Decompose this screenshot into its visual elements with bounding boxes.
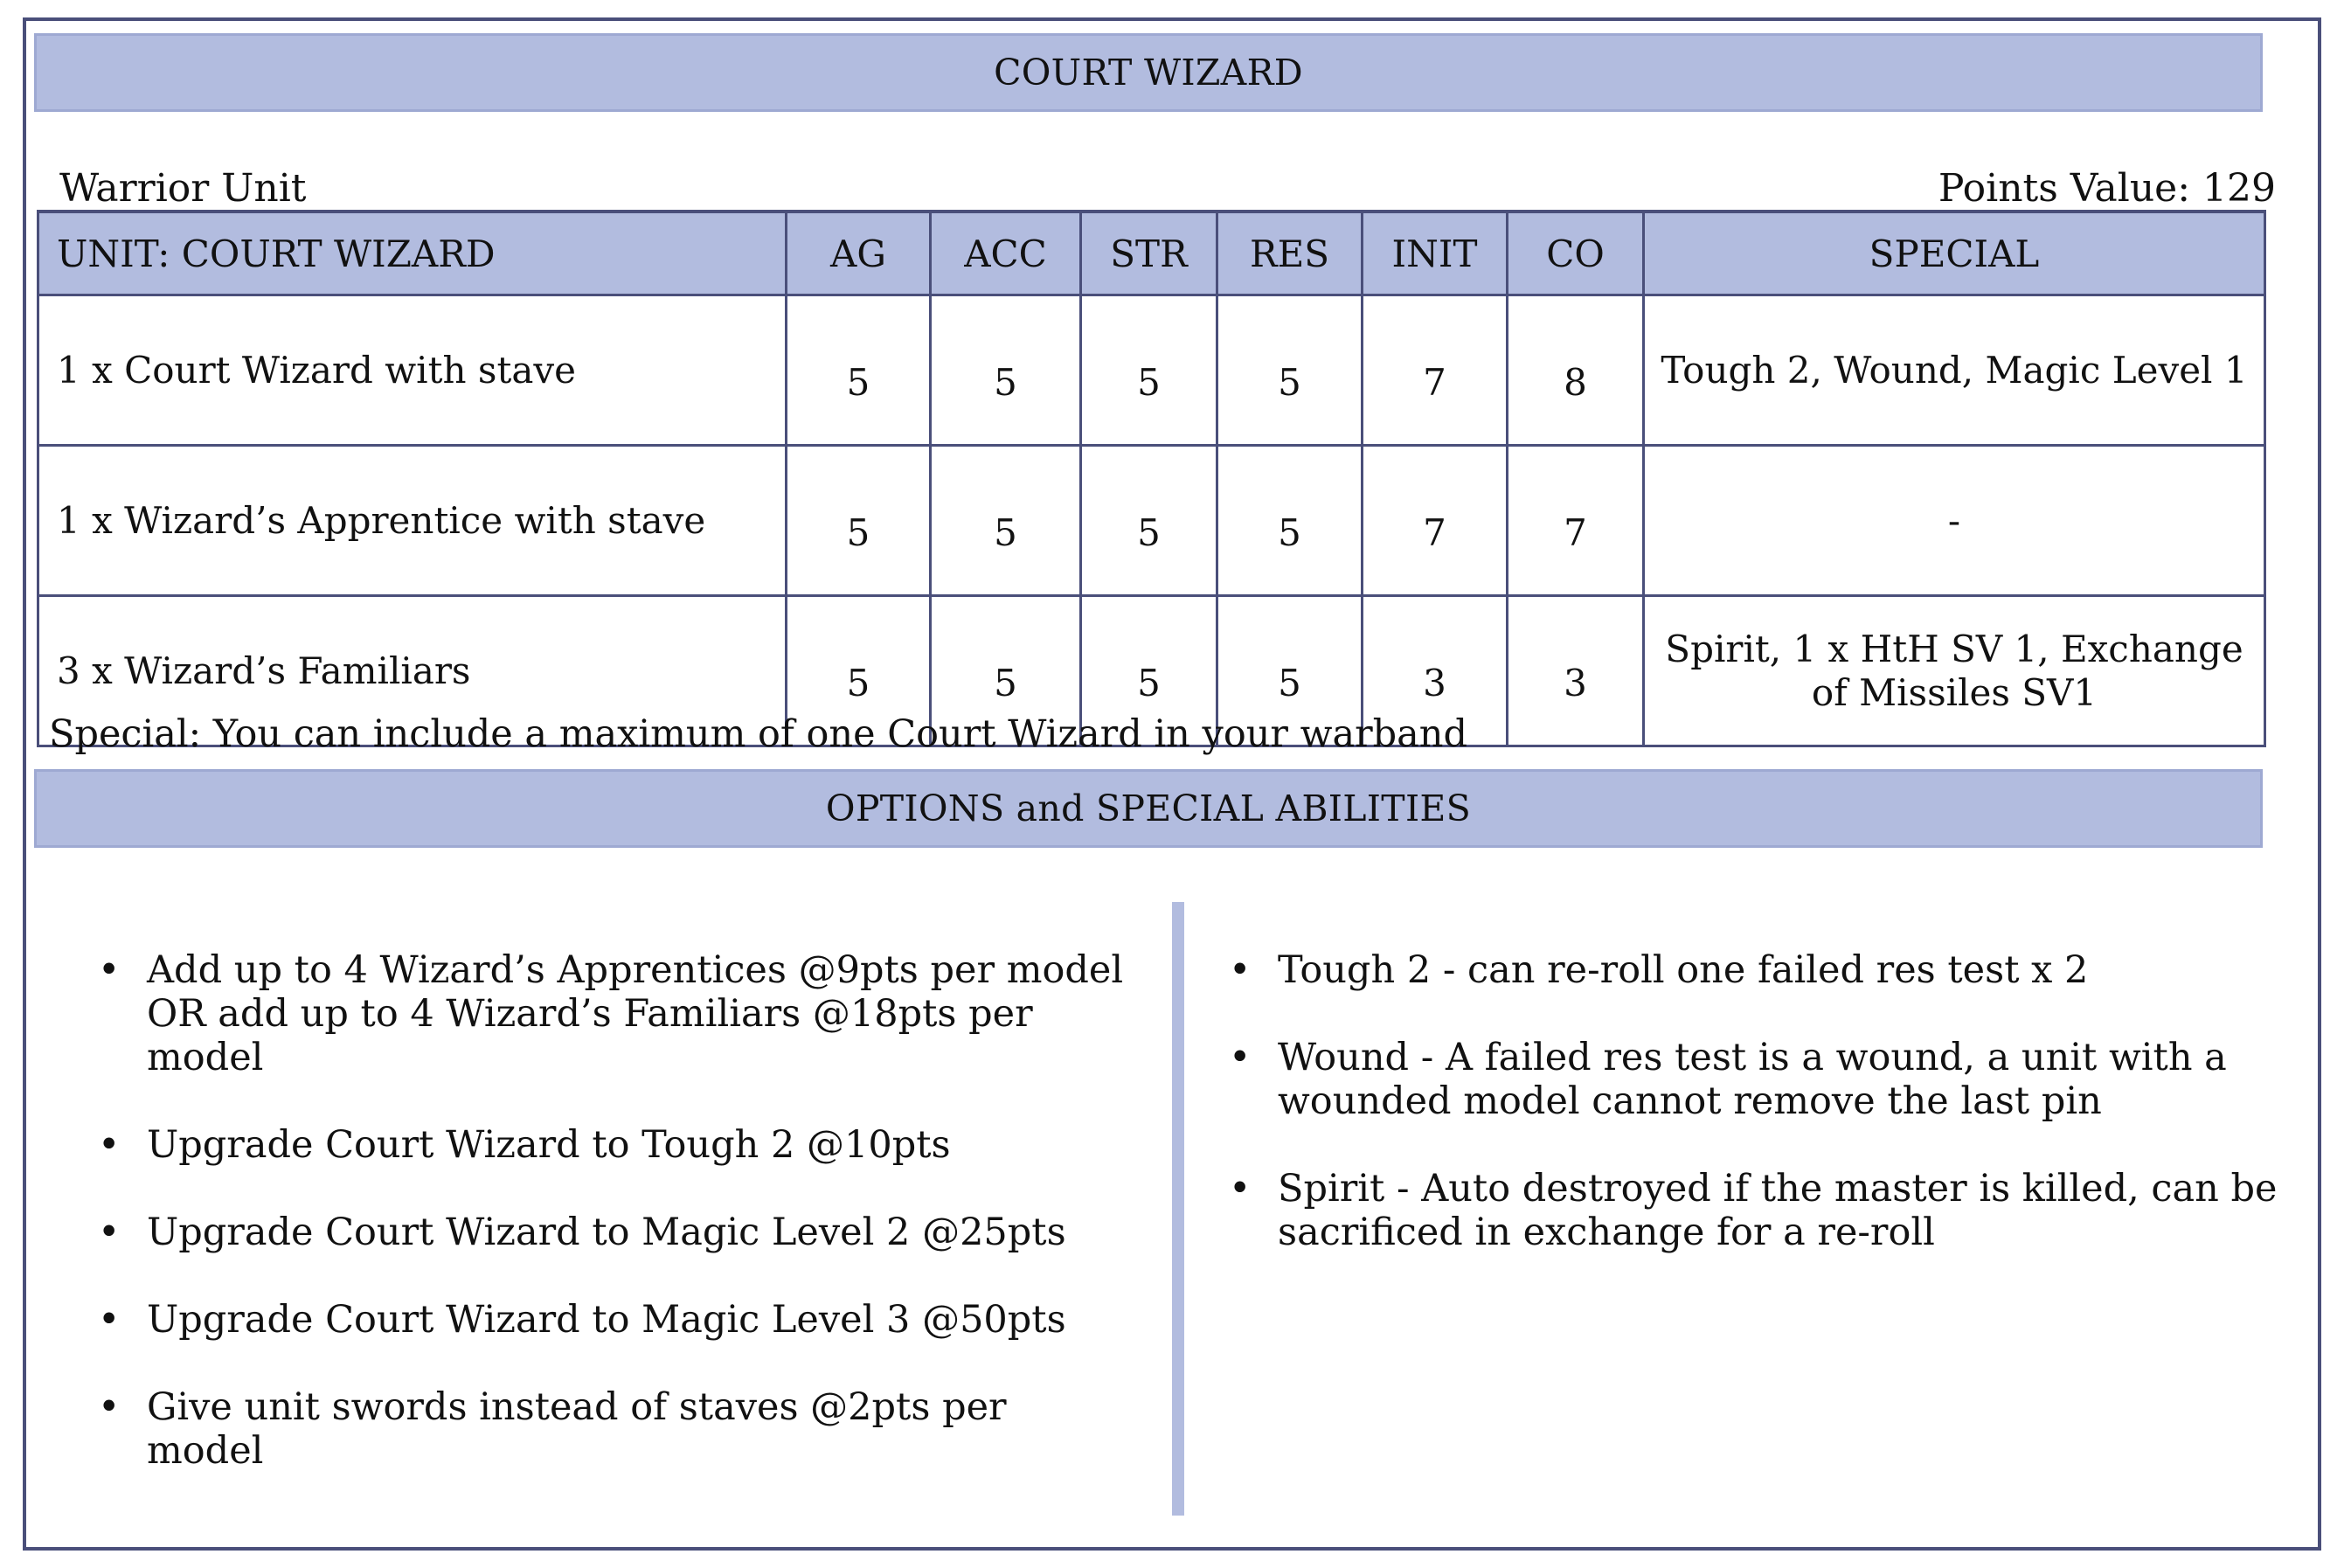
row-str: 5	[1081, 596, 1217, 746]
row-acc: 5	[931, 446, 1081, 596]
row-ag: 5	[787, 446, 931, 596]
table-header-row	[38, 212, 2265, 295]
card-title-text: COURT WIZARD	[994, 52, 1303, 94]
row-init: 7	[1363, 295, 1508, 446]
table-row	[38, 446, 2265, 596]
list-item: • Add up to 4 Wizard’s Apprentices @9pts per model OR add up to 4 Wizard’s Familiars @18pts per model	[98, 948, 1129, 1079]
list-item: • Upgrade Court Wizard to Tough 2 @10pts	[98, 1123, 1129, 1167]
row-unit: 1 x Wizard’s Apprentice with stave	[38, 446, 787, 596]
list-item: • Tough 2 - can re-roll one failed res test x 2	[1229, 948, 2278, 992]
header-acc: ACC	[931, 212, 1081, 295]
row-co: 7	[1508, 446, 1644, 596]
row-special: Spirit, 1 x HtH SV 1, Exchange of Missiles SV1	[1644, 596, 2265, 746]
row-co: 3	[1508, 596, 1644, 746]
unit-type: Warrior Unit	[59, 166, 307, 211]
row-acc: 5	[931, 295, 1081, 446]
table-row	[38, 295, 2265, 446]
header-co: CO	[1508, 212, 1644, 295]
stats-table	[37, 210, 2266, 747]
row-init: 7	[1363, 446, 1508, 596]
row-str: 5	[1081, 295, 1217, 446]
row-co: 8	[1508, 295, 1644, 446]
header-init: INIT	[1363, 212, 1508, 295]
list-item: • Spirit - Auto destroyed if the master is killed, can be sacrificed in exchange for a re-roll	[1229, 1167, 2278, 1254]
row-res: 5	[1217, 295, 1363, 446]
abilities-list	[1229, 948, 2278, 1298]
header-unit: UNIT: COURT WIZARD	[38, 212, 787, 295]
row-res: 5	[1217, 596, 1363, 746]
header-special: SPECIAL	[1644, 212, 2265, 295]
row-unit: 1 x Court Wizard with stave	[38, 295, 787, 446]
header-res: RES	[1217, 212, 1363, 295]
options-title	[34, 769, 2263, 848]
list-item: • Give unit swords instead of staves @2pts per model	[98, 1385, 1129, 1473]
row-special: Tough 2, Wound, Magic Level 1	[1644, 295, 2265, 446]
row-str: 5	[1081, 446, 1217, 596]
row-ag: 5	[787, 596, 931, 746]
column-divider	[1172, 902, 1184, 1516]
row-unit: 3 x Wizard’s Familiars	[38, 596, 787, 746]
header-ag: AG	[787, 212, 931, 295]
row-res: 5	[1217, 446, 1363, 596]
options-title-text: OPTIONS and SPECIAL ABILITIES	[825, 787, 1472, 829]
list-item: • Upgrade Court Wizard to Magic Level 2 @25pts	[98, 1211, 1129, 1254]
options-list	[98, 948, 1129, 1516]
row-init: 3	[1363, 596, 1508, 746]
list-item: • Wound - A failed res test is a wound, a unit with a wounded model cannot remove the last pin	[1229, 1036, 2278, 1123]
row-ag: 5	[787, 295, 931, 446]
special-note: Special: You can include a maximum of one Court Wizard in your warband	[49, 712, 1468, 756]
row-special: -	[1644, 446, 2265, 596]
header-str: STR	[1081, 212, 1217, 295]
row-acc: 5	[931, 596, 1081, 746]
points-value: Points Value: 129	[1938, 166, 2276, 211]
card-title	[34, 33, 2263, 112]
list-item: • Upgrade Court Wizard to Magic Level 3 @50pts	[98, 1298, 1129, 1342]
